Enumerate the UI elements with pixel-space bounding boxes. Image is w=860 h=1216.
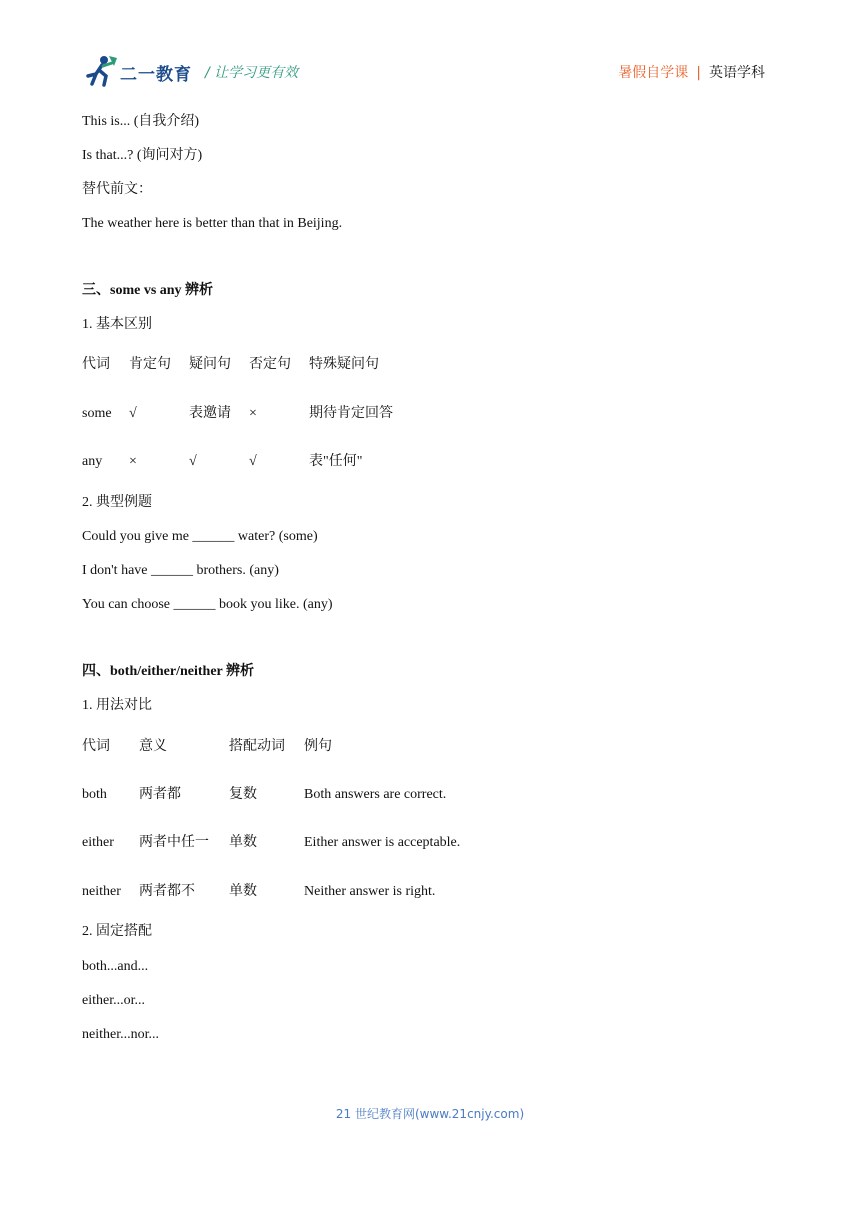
table-cell: some [82,406,112,421]
header-separator: | [696,65,701,81]
table-header-cell: 意义 [139,739,167,754]
table-header-cell: 代词 [82,357,110,372]
page-footer: 21 世纪教育网(www.21cnjy.com) [335,1107,525,1121]
intro-line: Is that...? (询问对方) [82,148,203,163]
course-label: 暑假自学课 [618,65,689,81]
table-header-cell: 肯定句 [129,357,171,372]
page-header [0,0,860,100]
subheading: 2. 固定搭配 [82,924,152,939]
table-header-cell: 特殊疑问句 [309,357,379,372]
section-title: 三、some vs any 辨析 [82,283,214,298]
table-header-cell: 代词 [82,739,110,754]
example-sentence: You can choose ______ book you like. (any) [82,597,333,612]
intro-line: The weather here is better than that in Beijing. [82,216,343,231]
table-cell: × [249,406,257,421]
table-cell: Either answer is acceptable. [304,835,461,850]
table-cell: 两者都 [139,787,181,802]
logo-text: 二一教育 [120,65,192,85]
collocation: both...and... [82,959,149,974]
table-cell: Both answers are correct. [304,787,447,802]
example-sentence: I don't have ______ brothers. (any) [82,563,279,578]
table-cell: 两者都不 [139,884,195,899]
table-cell: 复数 [229,787,257,802]
table-cell: Neither answer is right. [304,884,436,899]
table-cell: 表邀请 [189,406,231,421]
table-cell: √ [189,454,197,469]
table-cell: neither [82,884,121,899]
table-cell: √ [129,406,137,421]
example-sentence: Could you give me ______ water? (some) [82,529,318,544]
slogan: / 让学习更有效 [205,65,299,81]
table-cell: 期待肯定回答 [309,406,393,421]
section-title: 四、both/either/neither 辨析 [82,664,255,679]
table-cell: √ [249,454,257,469]
header-course-info [618,62,765,82]
table-cell: either [82,835,114,850]
intro-line: This is... (自我介绍) [82,114,200,129]
table-header-cell: 否定句 [249,357,291,372]
table-cell: 两者中任一 [139,835,209,850]
intro-line: 替代前文： [82,182,152,197]
subject-label: 英语学科 [709,65,765,81]
table-cell: 单数 [229,884,257,899]
subheading: 1. 用法对比 [82,698,152,713]
table-cell: × [129,454,137,469]
table-cell: 表"任何" [309,454,363,469]
subheading: 2. 典型例题 [82,495,152,510]
table-cell: any [82,454,103,469]
collocation: neither...nor... [82,1027,159,1042]
table-cell: both [82,787,107,802]
logo [82,54,202,90]
subheading: 1. 基本区别 [82,317,152,332]
running-figure-icon [82,54,118,88]
table-cell: 单数 [229,835,257,850]
table-header-cell: 疑问句 [189,357,231,372]
table-header-cell: 例句 [304,739,332,754]
collocation: either...or... [82,993,145,1008]
table-header-cell: 搭配动词 [229,739,285,754]
